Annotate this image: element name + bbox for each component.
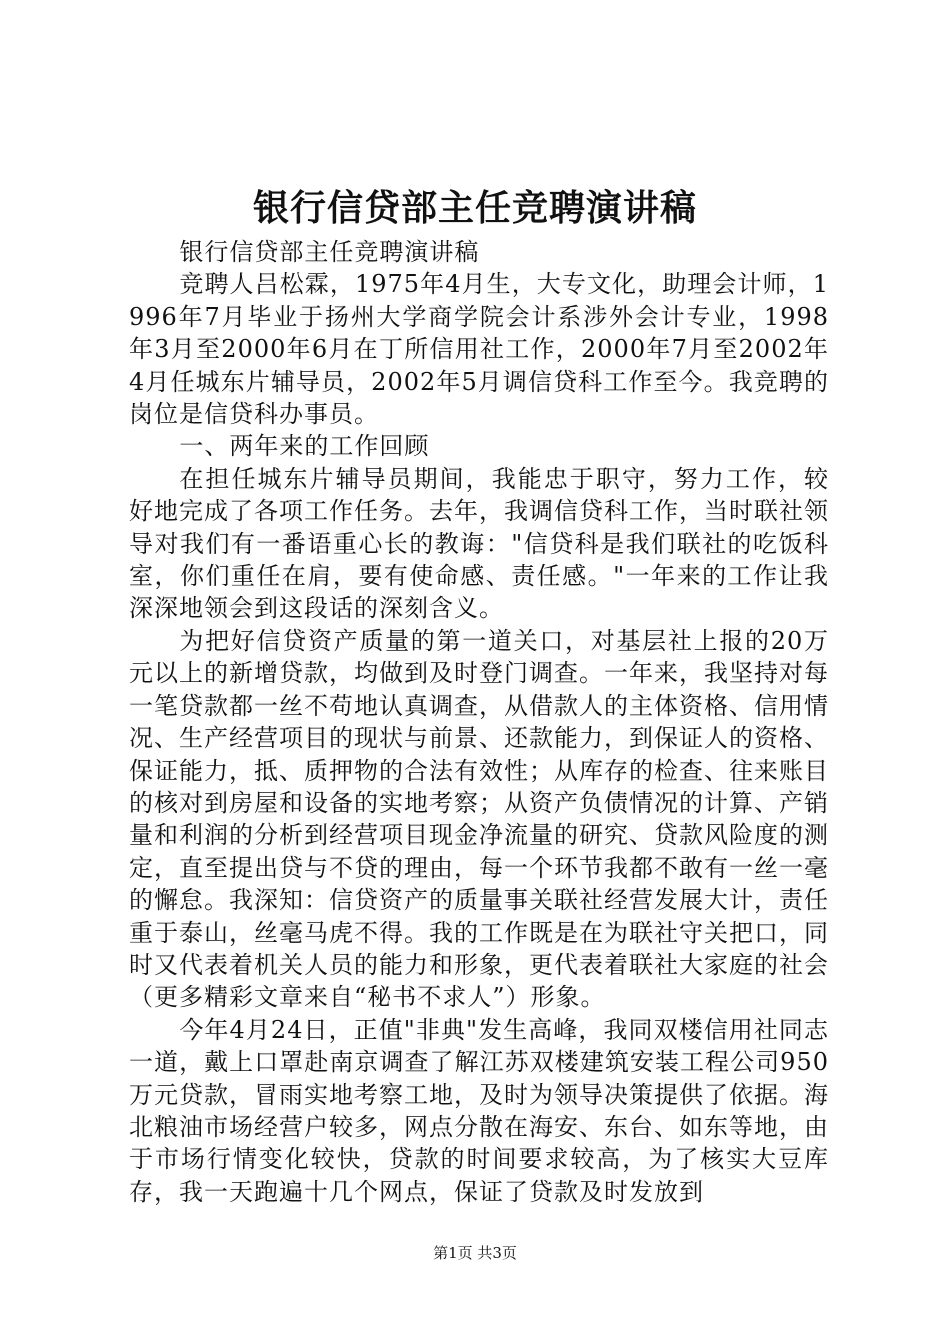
paragraph-subtitle: 银行信贷部主任竞聘演讲稿: [179, 238, 480, 266]
paragraph-credit-quality: 为把好信贷资产质量的第一道关口，对基层社上报的20万元以上的新增贷款，均做到及时登门调查。一年来，我坚持对每一笔贷款都一丝不苟地认真调查，从借款人的主体资格、信用情况、生产经营项目的现状与前景、还款能力，到保证人的资格、保证能力，抵、质押物的合法有效性；从库存的检查、往来账目的核对到房屋和设备的实地考察；从资产负债情况的计算、产销量和利润的分析到经营项目现金净流量的研究、贷款风险度的测定，直至提出贷与不贷的理由，每一个环节我都不敢有一丝一毫的懈怠。我深知：信贷资产的质量事关联社经营发展大计，责任重于泰山，丝毫马虎不得。我的工作既是在为联社守关把口，同时又代表着机关人员的能力和形象，更代表着联社大家庭的社会（更多精彩文章来自“秘书不求人”）形象。: [129, 626, 829, 1012]
page-number-footer: 第1页 共3页: [433, 1244, 517, 1262]
paragraph-review: 在担任城东片辅导员期间，我能忠于职守，努力工作，较好地完成了各项工作任务。去年，我调信贷科工作，当时联社领导对我们有一番语重心长的教诲："信贷科是我们联社的吃饭科室，你们重任在肩，要有使命感、责任感。"一年来的工作让我深深地领会到这段话的深刻含义。: [129, 464, 829, 623]
section-heading-review: 一、两年来的工作回顾: [179, 432, 430, 461]
paragraph-field-work: 今年4月24日，正值"非典"发生高峰，我同双楼信用社同志一道，戴上口罩赴南京调查了解江苏双楼建筑安装工程公司950万元贷款，冒雨实地考察工地，及时为领导决策提供了依据。海北粮油市场经营户较多，网点分散在海安、东台、如东等地，由于市场行情变化较快，贷款的时间要求较高，为了核实大豆库存，我一天跑遍十几个网点，保证了贷款及时发放到: [129, 1015, 829, 1206]
paragraph-intro: 竞聘人吕松霖，1975年4月生，大专文化，助理会计师，1996年7月毕业于扬州大学商学院会计系涉外会计专业，1998年3月至2000年6月在丁所信用社工作，2000年7月至2002年4月任城东片辅导员，2002年5月调信贷科工作至今。我竞聘的岗位是信贷科办事员。: [129, 270, 829, 429]
document-body: [129, 236, 829, 1208]
document-title: 银行信贷部主任竞聘演讲稿: [252, 187, 697, 229]
